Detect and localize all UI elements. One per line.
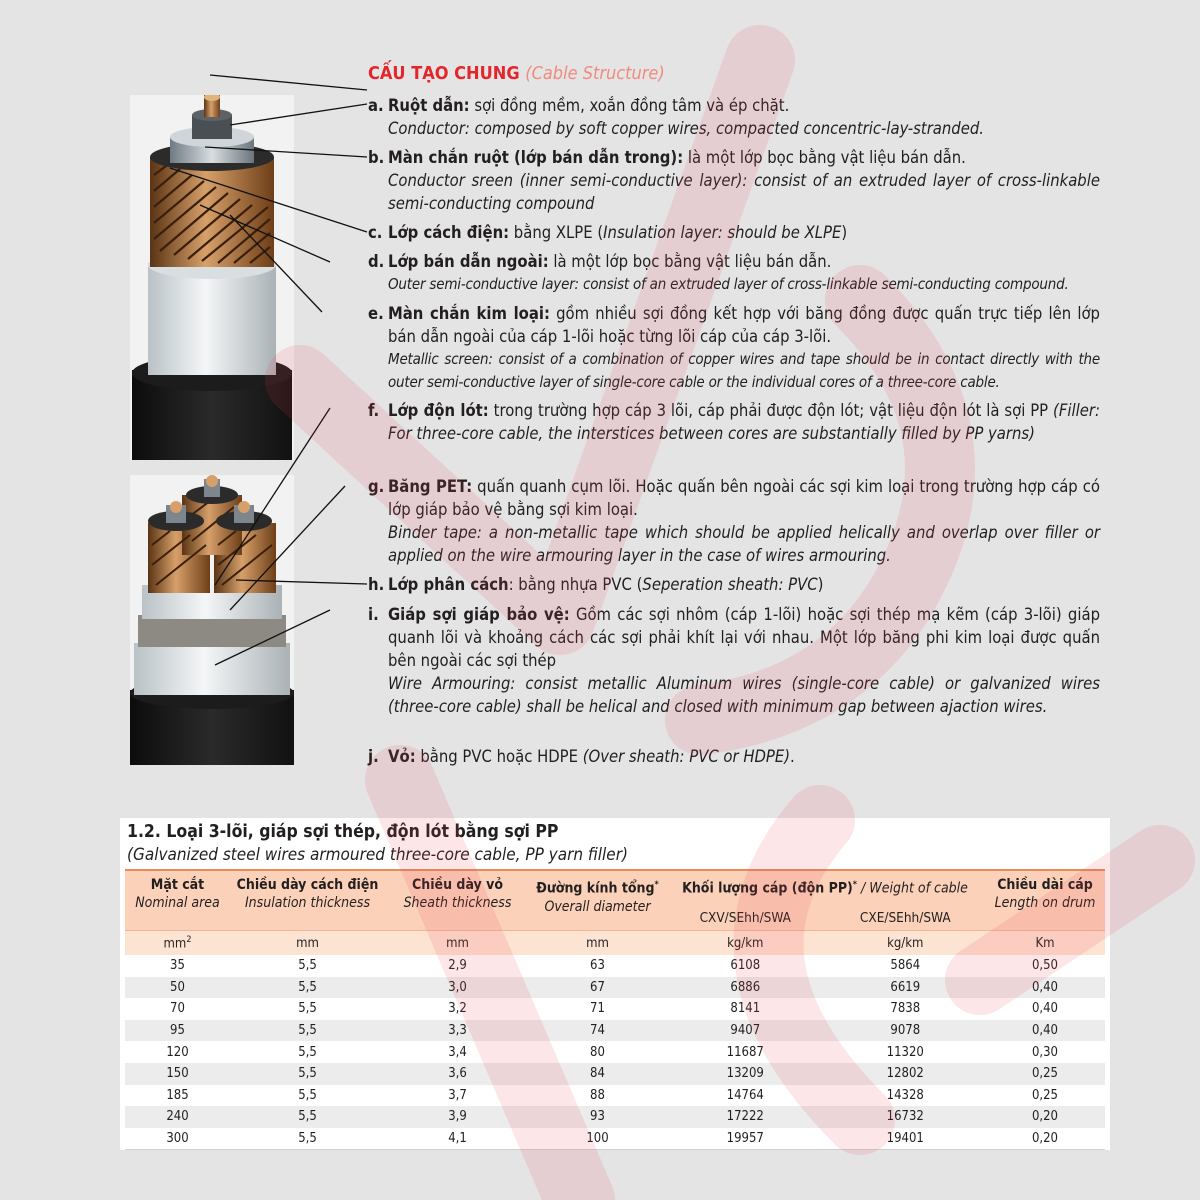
item-text-vi: là một lớp bọc bằng vật liệu bán dẫn. (683, 148, 966, 167)
table-cell: 5,5 (298, 958, 317, 974)
table-cell: 88 (590, 1087, 605, 1103)
item-letter: d. (368, 252, 385, 271)
structure-item-j (368, 745, 1100, 768)
table-cell: 80 (590, 1044, 605, 1060)
item-text-vi: bằng PVC hoặc HDPE (415, 747, 583, 766)
table-cell: 5,5 (230, 1128, 385, 1150)
table-cell: 300 (125, 1128, 230, 1150)
table-cell: 3,2 (448, 1001, 467, 1017)
header-weight-cxe: CXE/SEhh/SWA (826, 906, 985, 931)
table-cell: 2,9 (448, 958, 467, 974)
item-letter: c. (368, 223, 383, 242)
item-text-vi: trong trường hợp cáp 3 lõi, cáp phải được độn lót; vật liệu độn lót là sợi PP (488, 401, 1054, 420)
table-cell: 5,5 (298, 1087, 317, 1103)
item-text-en: Binder tape: a non-metallic tape which should be applied helically and overlap over filler or applied on the wire armouring layer in the case of wires armouring. (388, 523, 1100, 565)
item-label: Màn chắn kim loại: (388, 304, 550, 323)
structure-item-a (368, 94, 1100, 140)
item-text-en: (Over sheath: PVC or HDPE) (582, 747, 791, 766)
table-cell: 14764 (726, 1087, 764, 1103)
header-weight-cxv: CXV/SEhh/SWA (665, 906, 826, 931)
structure-title (368, 62, 1100, 85)
item-text-end: ) (841, 223, 848, 242)
table-cell: 0,50 (1031, 958, 1059, 974)
item-text-end: ) (817, 575, 824, 594)
header-area: Mặt cắt Nominal area (125, 870, 230, 931)
item-label: Ruột dẫn: (388, 96, 470, 115)
item-text-en: Wire Armouring: consist metallic Aluminum wires (single-core cable) or galvanized wires (three-core cable) shall be helical and closed with minimum gap between ajaction wires. (388, 674, 1100, 716)
item-label: Lớp phân cách (388, 575, 509, 594)
table-cell: 17222 (665, 1106, 826, 1128)
structure-item-g (368, 475, 1100, 567)
table-cell: 6886 (665, 977, 826, 999)
cable-structure-section (368, 62, 1101, 766)
table-title: 1.2. Loại 3-lõi, giáp sợi thép, độn lót bằng sợi PP (127, 822, 559, 842)
item-text-vi: là một lớp bọc bằng vật liệu bán dẫn. (548, 252, 832, 271)
table-cell: 120 (166, 1044, 189, 1060)
item-text-en: Conductor sreen (inner semi-conductive layer): consist of an extruded layer of cross-linkable semi-conducting compound (388, 171, 1100, 213)
item-letter: g. (368, 477, 385, 496)
item-text-en: (Filler: For three-core cable, the interstices between cores are substantially filled by PP yarns) (388, 401, 1100, 443)
header-length: Chiều dài cáp Length on drum (985, 870, 1105, 931)
table-cell: 35 (170, 958, 185, 974)
header-weight: Khối lượng cáp (độn PP)* / Weight of cable (665, 870, 985, 906)
structure-item-e (368, 302, 1100, 394)
structure-item-f (368, 399, 1100, 445)
item-text-vi: gồm nhiều sợi đồng kết hợp với băng đồng được quấn trực tiếp lên lớp bán dẫn ngoài của cáp 1-lõi hoặc từng lõi cáp của cáp 3-lõi. (388, 304, 1100, 346)
structure-title-vi: CẤU TẠO CHUNG (368, 63, 520, 84)
table-cell: 16732 (826, 1106, 985, 1128)
item-letter: i. (368, 605, 379, 624)
table-cell: 5,5 (230, 1106, 385, 1128)
table-cell: 67 (530, 977, 665, 999)
item-letter: h. (368, 575, 385, 594)
table-cell: 13209 (665, 1063, 826, 1085)
table-row (125, 1041, 1105, 1063)
table-cell: 4,1 (385, 1128, 530, 1150)
table-cell: 84 (530, 1063, 665, 1085)
item-label: Màn chắn ruột (lớp bán dẫn trong): (388, 148, 684, 167)
table-cell: 50 (125, 977, 230, 999)
table-cell: 150 (125, 1063, 230, 1085)
table-cell: 12802 (826, 1063, 985, 1085)
table-row (125, 1106, 1105, 1128)
table-cell: 3,9 (385, 1106, 530, 1128)
table-cell: 9078 (826, 1020, 985, 1042)
table-row (125, 1128, 1105, 1150)
table-cell: 95 (125, 1020, 230, 1042)
table-cell: 71 (590, 1001, 605, 1017)
units-row: $mm^2$ mm mm mm kg/km kg/km Km (125, 931, 1105, 956)
table-row (125, 977, 1105, 999)
structure-title-en: (Cable Structure) (525, 63, 665, 84)
structure-item-c (368, 221, 1100, 244)
table-cell: 3,4 (448, 1044, 467, 1060)
table-row (125, 955, 1105, 977)
table-cell: 240 (125, 1106, 230, 1128)
table-cell: 3,0 (385, 977, 530, 999)
table-subtitle: (Galvanized steel wires armoured three-core cable, PP yarn filler) (127, 845, 628, 865)
item-text-end: . (790, 747, 795, 766)
item-label: Lớp độn lót: (388, 401, 489, 420)
table-cell: 6108 (730, 958, 761, 974)
table-cell: 11687 (726, 1044, 764, 1060)
table-cell: 0,30 (1031, 1044, 1059, 1060)
item-letter: e. (368, 304, 384, 323)
item-label: Vỏ: (388, 747, 416, 766)
item-letter: a. (368, 96, 384, 115)
structure-item-b (368, 146, 1100, 215)
item-text-en: Outer semi-conductive layer: consist of an extruded layer of cross-linkable semi-conducting compound. (388, 275, 1069, 293)
structure-item-d (368, 250, 1100, 296)
item-letter: b. (368, 148, 385, 167)
table-cell: 0,40 (985, 1020, 1105, 1042)
table-cell: 5,5 (230, 977, 385, 999)
item-text-vi: sợi đồng mềm, xoắn đồng tâm và ép chặt. (469, 96, 790, 115)
table-cell: 3,6 (385, 1063, 530, 1085)
item-label: Lớp cách điện: (388, 223, 510, 242)
header-insulation: Chiều dày cách điện Insulation thickness (230, 870, 385, 931)
item-text-en: Insulation layer: should be XLPE (603, 223, 842, 242)
table-cell: 8141 (730, 1001, 761, 1017)
item-text-en: Metallic screen: consist of a combination of copper wires and tape should be in contact directly with the outer semi-conductive layer of single-core cable or the individual cores of a three-core cable. (388, 350, 1100, 391)
table-cell: 3,7 (448, 1087, 467, 1103)
table-cell: 0,20 (985, 1128, 1105, 1150)
item-text-en: Seperation sheath: PVC (642, 575, 818, 594)
table-cell: 70 (170, 1001, 185, 1017)
item-text-vi: bằng XLPE ( (509, 223, 604, 242)
spec-table-section (120, 818, 1110, 1150)
table-cell: 74 (530, 1020, 665, 1042)
table-cell: 11320 (886, 1044, 924, 1060)
table-cell: 14328 (886, 1087, 924, 1103)
table-row (125, 1085, 1105, 1107)
table-row (125, 1063, 1105, 1085)
table-cell: 0,25 (1031, 1087, 1059, 1103)
header-diameter: Đường kính tổng* Overall diameter (530, 870, 665, 931)
table-row (125, 1020, 1105, 1042)
item-letter: f. (368, 401, 380, 420)
item-text-vi: : bằng nhựa PVC ( (508, 575, 643, 594)
table-row (125, 998, 1105, 1020)
table-cell: 63 (590, 958, 605, 974)
table-cell: 0,40 (985, 977, 1105, 999)
item-text-vi: Gồm các sợi nhôm (cáp 1-lõi) hoặc sợi thép mạ kẽm (cáp 3-lõi) giáp quanh lõi và khoảng cách các sợi phải khít lại với nhau. Một lớp băng phi kim loại được quấn bên ngoài các sợi thép (388, 605, 1101, 670)
table-cell: 5,5 (230, 1063, 385, 1085)
table-cell: 3,3 (385, 1020, 530, 1042)
item-text-en: Conductor: composed by soft copper wires, compacted concentric-lay-stranded. (388, 119, 985, 138)
table-cell: 185 (166, 1087, 189, 1103)
spec-table (125, 869, 1105, 1150)
table-cell: 6619 (826, 977, 985, 999)
table-cell: 9407 (665, 1020, 826, 1042)
table-cell: 0,20 (985, 1106, 1105, 1128)
table-cell: 5,5 (298, 1044, 317, 1060)
table-cell: 0,25 (985, 1063, 1105, 1085)
table-cell: 5864 (890, 958, 921, 974)
single-core-cable-image (130, 95, 294, 460)
item-label: Giáp sợi giáp bảo vệ: (388, 605, 570, 624)
table-cell: 5,5 (230, 1020, 385, 1042)
item-letter: j. (368, 747, 379, 766)
item-label: Lớp bán dẫn ngoài: (388, 252, 549, 271)
table-cell: 93 (530, 1106, 665, 1128)
structure-item-h (368, 573, 1100, 596)
table-cell: 19957 (665, 1128, 826, 1150)
table-cell: 5,5 (298, 1001, 317, 1017)
item-text-vi: quấn quanh cụm lõi. Hoặc quấn bên ngoài các sợi kim loại trong trường hợp cáp có lớp giáp bảo vệ bằng sợi kim loại. (388, 477, 1100, 519)
table-cell: 100 (530, 1128, 665, 1150)
structure-item-i (368, 603, 1100, 718)
three-core-cable-image (130, 475, 294, 765)
table-cell: 19401 (826, 1128, 985, 1150)
item-label: Băng PET: (388, 477, 473, 496)
table-cell: 7838 (890, 1001, 921, 1017)
header-sheath: Chiều dày vỏ Sheath thickness (385, 870, 530, 931)
table-cell: 0,40 (1031, 1001, 1059, 1017)
